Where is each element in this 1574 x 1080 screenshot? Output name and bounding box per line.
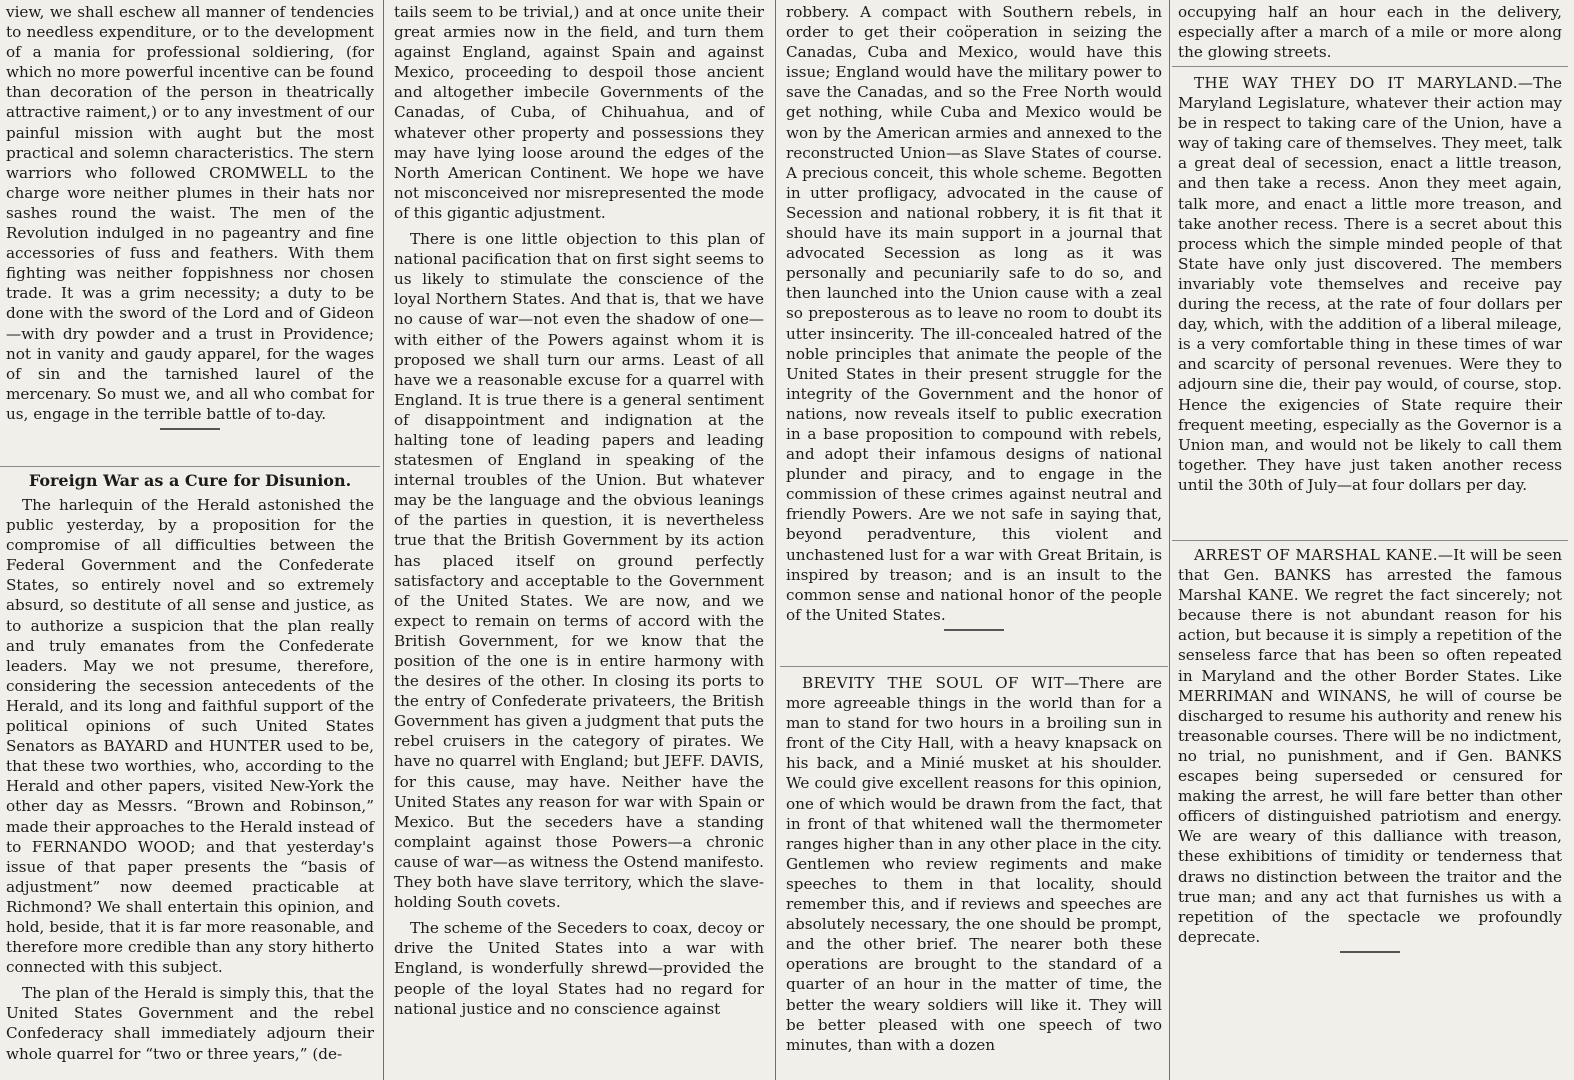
- divider: [944, 629, 1004, 631]
- paragraph-text: —It will be seen that Gen. BANKS has arrested the famous Marshal KANE. We regret the fact sincerely; not because there is not abundant reason for his action, but because it is simply a repetition of the senseless farce that has been so often repeated in Maryland and the other Border States. Like MERRIMAN and WINANS, he will of course be discharged to resume his authority and renew his treasonable courses. There will be no indictment, no trial, no punishment, and if Gen. BANKS escapes being superseded or censured for making the arrest, he will fare better than other officers of distinguished patriotism and energy. We are weary of this dalliance with treason, these exhibitions of timidity or tenderness that draws no distinction between the traitor and the true man; and any act that furnishes us with a repetition of the spectacle we profoundly deprecate.: [1178, 546, 1562, 946]
- paragraph-text: —The Maryland Legislature, whatever their action may be in respect to taking care of the Union, have a way of taking care of themselves. They meet, talk a great deal of secession, enact a little treason, and then take a recess. Anon they meet again, talk more, and enact a little more treason, and take another recess. There is a secret about this process which the simple minded people of that State have only just discovered. The members invariably vote themselves and receive pay during the recess, at the rate of four dollars per day, which, with the addition of a liberal mileage, is a very comfortable thing in these times of war and scarcity of personal revenues. Were they to adjourn sine die, their pay would, of course, stop. Hence the exigencies of State require their frequent meeting, especially as the Governor is a Union man, and would not be likely to call them together. They have just taken another recess until the 30th of July—at four dollars per day.: [1178, 74, 1562, 494]
- paragraph: There is one little objection to this plan of national pacification that on first sight seems to us likely to stimulate the conscience of the loyal Northern States. And that is, that we have no cause of war—not even the shadow of one—with either of the Powers against whom it is proposed we shall turn our arms. Least of all have we a reasonable excuse for a quarrel with England. It is true there is a general sentiment of disappointment and indignation at the halting tone of leading papers and leading statesmen of England in speaking of the internal troubles of the Union. But whatever may be the language and the obvious leanings of the parties in question, it is nevertheless true that the British Government by its action has placed itself on ground perfectly satisfactory and acceptable to the Government of the United States. We are now, and we expect to remain on terms of accord with the British Government, for we know that the position of the one is in entire harmony with the desires of the other. In closing its ports to the entry of Confederate privateers, the British Government has given a judgment that puts the rebel cruisers in the category of pirates. We have no quarrel with England; but JEFF. DAVIS, for this cause, may have. Neither have the United States any reason for war with Spain or Mexico. But the seceders have a standing complaint against those Powers—a chronic cause of war—as witness the Ostend manifesto. They both have slave territory, which the slave-holding South covets.: [394, 230, 764, 912]
- run-in-heading: ARREST OF MARSHAL KANE.: [1194, 546, 1438, 564]
- column-1: [0, 0, 380, 1080]
- paragraph: [1178, 73, 1562, 495]
- article-continuation: [0, 2, 380, 460]
- column-4: [1172, 0, 1568, 1080]
- paragraph: [1178, 545, 1562, 947]
- column-rule: [383, 0, 384, 1080]
- article-maryland: [1172, 66, 1568, 540]
- divider: [160, 428, 220, 430]
- paragraph: [786, 673, 1162, 1055]
- paragraph: The scheme of the Seceders to coax, decoy or drive the United States into a war with England, is wonderfully shrewd—provided the people of the loyal States had no regard for national justice and no conscience against: [394, 919, 764, 1018]
- article-foreign-war: [0, 466, 380, 1080]
- article-foreign-war-continued: [388, 2, 770, 1080]
- article-brevity: [780, 666, 1168, 1080]
- article-brevity-end: [1172, 2, 1568, 66]
- paragraph: robbery. A compact with Southern rebels, in order to get their coöperation in seizing the Canadas, Cuba and Mexico, would have this issue; England would have the military power to save the Canadas, and so the Free North would get nothing, while Cuba and Mexico would be won by the American armies and annexed to the reconstructed Union—as Slave States of course. A precious conceit, this whole scheme. Begotten in utter profligacy, advocated in the cause of Secession and national robbery, it is fit that it should have its main support in a journal that advocated Secession as long as it was personally and pecuniarily safe to do so, and then launched into the Union cause with a zeal so preposterous as to leave no room to doubt its utter insincerity. The ill-concealed hatred of the noble principles that animate the people of the United States in their present struggle for the integrity of the Government and the honor of nations, now reveals itself to public execration in a base proposition to compound with rebels, and adopt their infamous designs of national plunder and piracy, and to engage in the commission of these crimes against neutral and friendly Powers. Are we not safe in saying that, beyond peradventure, this violent and unchastened lust for a war with Great Britain, is inspired by treason; and is an insult to the common sense and national honor of the people of the United States.: [786, 3, 1162, 624]
- paragraph: tails seem to be trivial,) and at once unite their great armies now in the field, and turn them against England, against Spain and against Mexico, proceeding to despoil those ancient and altogether imbecile Governments of the Canadas, of Cuba, of Chihuahua, and of whatever other property and possessions they may have lying loose around the edges of the North American Continent. We hope we have not misconceived nor misrepresented the mode of this gigantic adjustment.: [394, 3, 764, 222]
- column-rule: [775, 0, 776, 1080]
- column-2: [388, 0, 770, 1080]
- paragraph-text: —There are more agreeable things in the world than for a man to stand for two hours in a broiling sun in front of the City Hall, with a heavy knapsack on his back, and a Minié musket at his shoulder. We could give excellent reasons for this opinion, one of which would be drawn from the fact, that in front of that whitened wall the thermometer ranges higher than in any other place in the city. Gentlemen who review regiments and make speeches to them in that locality, should remember this, and if reviews and speeches are absolutely necessary, the one should be prompt, and the other brief. The nearer both these operations are brought to the standard of a quarter of an hour in the matter of time, the better the weary soldiers will like it. They will be better pleased with one speech of two minutes, than with a dozen: [786, 674, 1162, 1054]
- column-3: [780, 0, 1168, 1080]
- paragraph: view, we shall eschew all manner of tendencies to needless expenditure, or to the development of a mania for professional soldiering, (for which no more powerful incentive can be found than decoration of the person in theatrically attractive raiment,) or to any investment of our painful mission with aught but the most practical and solemn characteristics. The stern warriors who followed CROMWELL to the charge wore neither plumes in their hats nor sashes round the waist. The men of the Revolution indulged in no pageantry and fine accessories of fuss and feathers. With them fighting was neither foppishness nor chosen trade. It was a grim necessity; a duty to be done with the sword of the Lord and of Gideon—with dry powder and a trust in Providence; not in vanity and gaudy apparel, for the wages of sin and the tarnished laurel of the mercenary. So must we, and all who combat for us, engage in the terrible battle of to-day.: [6, 3, 374, 423]
- run-in-heading: BREVITY THE SOUL OF WIT: [802, 674, 1065, 692]
- divider: [1340, 951, 1400, 953]
- run-in-heading: THE WAY THEY DO IT MARYLAND.: [1194, 74, 1518, 92]
- paragraph: occupying half an hour each in the delivery, especially after a march of a mile or more along the glowing streets.: [1178, 3, 1562, 62]
- paragraph: The plan of the Herald is simply this, that the United States Government and the rebel Confederacy shall immediately adjourn their whole quarrel for “two or three years,” (de-: [6, 984, 374, 1063]
- article-foreign-war-end: [780, 2, 1168, 660]
- column-rule: [1169, 0, 1170, 1080]
- paragraph: The harlequin of the Herald astonished the public yesterday, by a proposition for the compromise of all difficulties between the Federal Government and the Confederate States, so entirely novel and so extremely absurd, so destitute of all sense and justice, as to authorize a suspicion that the plan really and truly emanates from the Confederate leaders. May we not presume, therefore, considering the secession antecedents of the Herald, and its long and faithful support of the political opinions of such United States Senators as BAYARD and HUNTER used to be, that these two worthies, who, according to the Herald and other papers, visited New-York the other day as Messrs. “Brown and Robinson,” made their approaches to the Herald instead of to FERNANDO WOOD; and that yesterday's issue of that paper presents the “basis of adjustment” now deemed practicable at Richmond? We shall entertain this opinion, and hold, beside, that it is far more reasonable, and therefore more credible than any story hitherto connected with this subject.: [6, 496, 374, 977]
- article-heading: Foreign War as a Cure for Disunion.: [28, 471, 352, 490]
- article-marshal-kane: [1172, 540, 1568, 1080]
